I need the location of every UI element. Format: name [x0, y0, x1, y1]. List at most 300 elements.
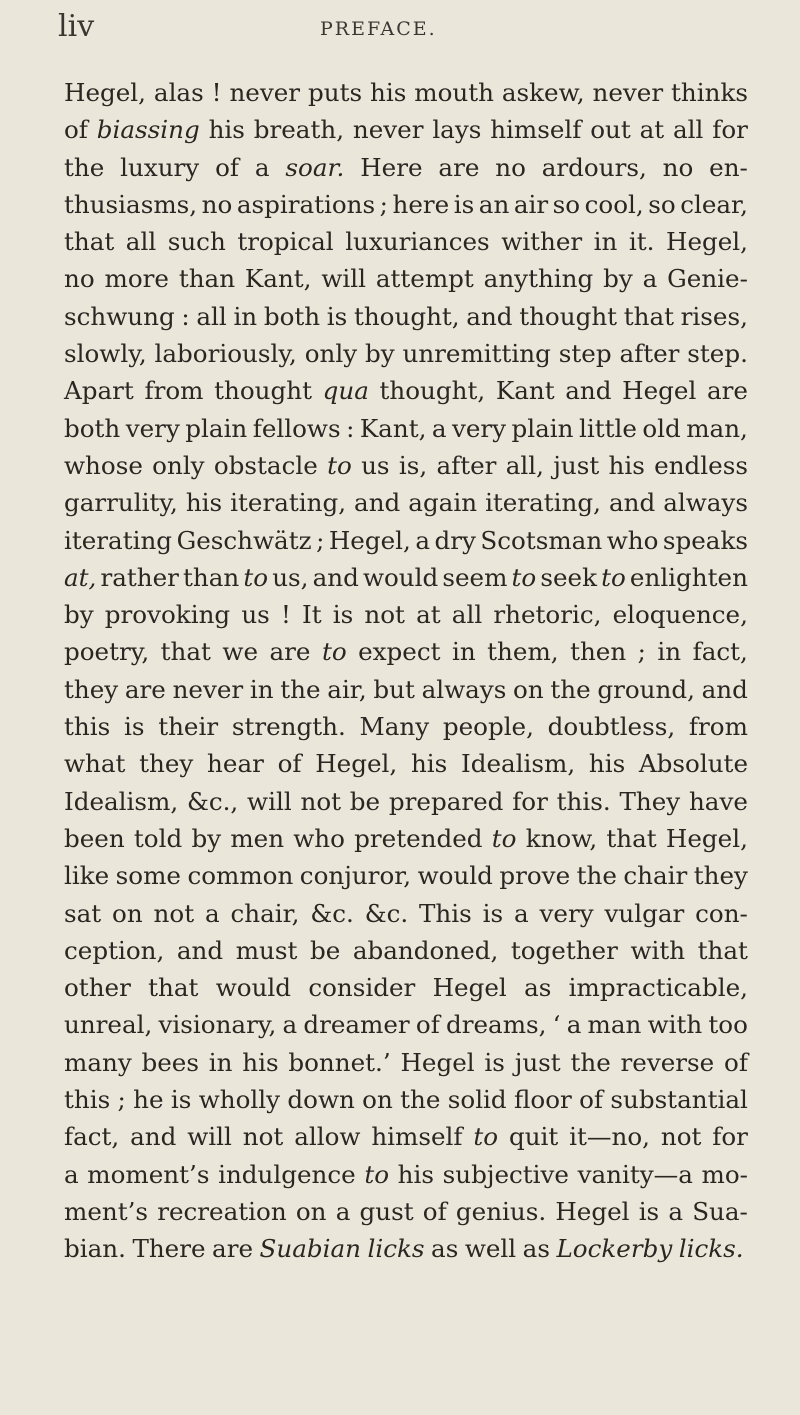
word: poetry,	[64, 637, 150, 667]
word: a	[415, 525, 431, 555]
word: well	[464, 1234, 517, 1264]
word: quit	[508, 1122, 559, 1152]
word: impracticable,	[568, 973, 748, 1003]
text-line	[64, 111, 748, 148]
word: aspirations	[236, 189, 376, 219]
word: seem	[442, 562, 508, 592]
text-line	[64, 820, 748, 857]
word: man	[587, 1010, 642, 1040]
word: man,	[686, 413, 748, 443]
text-line	[64, 298, 748, 335]
word: that	[64, 227, 115, 257]
word: unreal,	[64, 1010, 153, 1040]
word: conjuror,	[299, 861, 412, 891]
word: and	[354, 488, 401, 518]
word: must	[235, 935, 298, 965]
word: a	[254, 152, 270, 182]
word: soar.	[285, 152, 345, 182]
word: and	[608, 488, 656, 518]
word: in	[451, 637, 476, 667]
word: of	[415, 1010, 440, 1040]
word: they	[139, 749, 194, 779]
word: ;	[637, 637, 646, 667]
word: qua	[322, 376, 369, 406]
word: only	[152, 450, 205, 480]
text-line	[64, 783, 748, 820]
word: than	[183, 562, 240, 592]
word: Kant	[495, 376, 555, 406]
word: no	[201, 189, 233, 219]
word: thought,	[353, 301, 460, 331]
word: many	[64, 1047, 132, 1077]
word: indulgence	[218, 1159, 356, 1189]
word: then	[570, 637, 627, 667]
word: and	[130, 1122, 177, 1152]
word: to	[511, 562, 537, 592]
word: together	[510, 935, 618, 965]
word: a	[431, 413, 447, 443]
word: common	[187, 861, 294, 891]
word: not	[364, 600, 405, 630]
word: this	[64, 712, 111, 742]
word: down	[287, 1085, 355, 1115]
word: are	[707, 376, 748, 406]
word: is	[332, 600, 354, 630]
word: like	[64, 861, 110, 891]
word: all	[451, 600, 483, 630]
word: that	[160, 637, 211, 667]
word: slowly,	[64, 339, 147, 369]
word: who	[293, 823, 345, 853]
word: their	[158, 712, 219, 742]
word: licks	[367, 1234, 425, 1264]
word: so	[552, 189, 581, 219]
word: people,	[442, 712, 534, 742]
text-line	[64, 633, 748, 670]
word: attempt	[375, 264, 474, 294]
word: thinks	[671, 78, 748, 107]
word: are	[212, 1234, 254, 1264]
word: thought	[519, 301, 618, 331]
word: will	[187, 1122, 232, 1152]
word: ;	[316, 525, 325, 555]
word: his	[185, 488, 223, 518]
word: for	[512, 786, 548, 816]
word: an	[478, 189, 510, 219]
text-line	[64, 932, 748, 969]
word: biassing	[96, 115, 200, 145]
word: pretended	[354, 823, 483, 853]
word: Genie-	[667, 264, 748, 294]
word: in	[233, 301, 258, 331]
word: enlighten	[629, 562, 748, 592]
text-line	[64, 74, 748, 111]
word: that	[697, 935, 748, 965]
word: prepared	[388, 786, 504, 816]
text-line	[64, 596, 748, 633]
word: step.	[687, 339, 748, 369]
word: ‘	[552, 1010, 561, 1040]
word: luxuriances	[345, 227, 490, 257]
word: all	[196, 301, 227, 331]
word: &c.	[310, 898, 354, 928]
word: of	[422, 1196, 447, 1226]
text-line	[64, 1044, 748, 1081]
word: garrulity,	[64, 488, 178, 518]
word: as	[522, 1234, 550, 1264]
word: at,	[64, 562, 97, 592]
word: never	[592, 78, 664, 107]
word: chair	[623, 861, 688, 891]
word: laboriously,	[154, 339, 297, 369]
word: is	[170, 1085, 192, 1115]
word: Many	[359, 712, 430, 742]
word: on	[362, 1085, 393, 1115]
word: endless	[654, 450, 748, 480]
word: they	[693, 861, 748, 891]
word: bian.	[64, 1234, 126, 1264]
word: that	[148, 973, 199, 1003]
word: Kant,	[359, 413, 427, 443]
word: himself	[490, 115, 582, 145]
word: are	[124, 674, 166, 704]
word: of	[724, 1047, 748, 1077]
word: know,	[525, 823, 598, 853]
word: other	[64, 973, 131, 1003]
word: Hegel,	[666, 227, 748, 257]
word: Idealism,	[64, 786, 179, 816]
word: will	[247, 786, 292, 816]
word: old	[642, 413, 681, 443]
word: is,	[398, 450, 428, 480]
word: whose	[64, 450, 143, 480]
text-line	[64, 1118, 748, 1155]
word: of	[215, 152, 239, 182]
word: Here	[360, 152, 423, 182]
word: and	[565, 376, 612, 406]
word: be	[349, 786, 381, 816]
word: Hegel,	[328, 525, 411, 555]
word: This	[419, 898, 472, 928]
word: for	[712, 1122, 748, 1152]
text-line	[64, 410, 748, 447]
word: luxury	[120, 152, 200, 182]
word: prove	[499, 861, 571, 891]
word: ;	[379, 189, 388, 219]
text-line	[64, 559, 748, 596]
word: fellows	[252, 413, 341, 443]
word: rises,	[680, 301, 748, 331]
word: obstacle	[213, 450, 318, 480]
word: con-	[695, 898, 748, 928]
word: hear	[207, 749, 264, 779]
word: chair,	[230, 898, 300, 928]
word: plain	[511, 413, 574, 443]
word: a	[513, 898, 529, 928]
word: at	[639, 115, 665, 145]
word: the	[64, 152, 105, 182]
word: than	[178, 264, 236, 294]
text-line	[64, 484, 748, 521]
word: a	[204, 898, 220, 928]
word: cool,	[584, 189, 644, 219]
text-line	[64, 1156, 748, 1193]
word: anything	[483, 264, 594, 294]
word: alas	[153, 78, 204, 107]
text-line	[64, 1193, 748, 1230]
word: There	[132, 1234, 206, 1264]
word: again	[408, 488, 478, 518]
word: iterating,	[230, 488, 347, 518]
word: on	[112, 898, 143, 928]
word: by	[64, 600, 94, 630]
word: will	[321, 264, 367, 294]
text-line	[64, 969, 748, 1006]
word: of	[579, 1085, 604, 1115]
word: us	[241, 600, 270, 630]
word: Hegel,	[315, 749, 398, 779]
word: provoking	[104, 600, 231, 630]
word: from	[144, 376, 204, 406]
word: them,	[487, 637, 559, 667]
word: gust	[359, 1196, 414, 1226]
word: abandoned,	[352, 935, 499, 965]
word: Hegel	[622, 376, 697, 406]
word: and	[701, 674, 748, 704]
word: his	[242, 1047, 279, 1077]
text-line	[64, 1230, 748, 1267]
word: to	[601, 562, 626, 592]
word: strength.	[231, 712, 346, 742]
word: by	[603, 264, 633, 294]
word: and	[176, 935, 224, 965]
text-line	[64, 223, 748, 260]
word: thought,	[379, 376, 486, 406]
word: never	[172, 674, 244, 704]
word: allow	[294, 1122, 361, 1152]
word: subjective	[442, 1159, 569, 1189]
word: plain	[185, 413, 248, 443]
word: never	[229, 78, 301, 107]
word: here	[392, 189, 450, 219]
word: what	[64, 749, 126, 779]
word: little	[578, 413, 637, 443]
text-line	[64, 1006, 748, 1043]
word: men	[230, 823, 285, 853]
word: a	[282, 1010, 298, 1040]
word: Hegel,	[64, 78, 146, 107]
word: !	[280, 600, 291, 630]
word: in	[593, 227, 618, 257]
word: by	[191, 823, 222, 853]
word: to	[243, 562, 269, 592]
word: are	[438, 152, 480, 182]
text-line	[64, 745, 748, 782]
word: ception,	[64, 935, 165, 965]
word: as	[431, 1234, 459, 1264]
text-line	[64, 335, 748, 372]
word: would	[362, 562, 439, 592]
text-line	[64, 1081, 748, 1118]
word: out	[590, 115, 631, 145]
body-text	[64, 74, 748, 1268]
word: reverse	[620, 1047, 715, 1077]
word: his	[588, 749, 626, 779]
word: after	[436, 450, 497, 480]
word: ground,	[597, 674, 695, 704]
word: &c.,	[186, 786, 239, 816]
word: always	[663, 488, 748, 518]
word: the	[550, 674, 591, 704]
word: puts	[307, 78, 363, 107]
word: would	[215, 973, 292, 1003]
word: all	[672, 115, 704, 145]
word: sat	[64, 898, 102, 928]
word: mouth	[414, 78, 494, 107]
word: is	[453, 189, 475, 219]
word: Scotsman	[480, 525, 603, 555]
word: a	[566, 1010, 582, 1040]
word: the	[576, 861, 617, 891]
word: a	[64, 1159, 79, 1189]
word: &c.	[364, 898, 409, 928]
word: They	[619, 786, 681, 816]
word: at	[416, 600, 441, 630]
word: a	[668, 1196, 684, 1226]
word: just	[553, 450, 600, 480]
word: but	[373, 674, 415, 704]
word: is	[484, 1047, 505, 1077]
word: :	[181, 301, 190, 331]
word: iterating,	[485, 488, 601, 518]
word: vanity—a	[577, 1159, 693, 1189]
word: for	[712, 115, 748, 145]
word: and	[466, 301, 513, 331]
word: no	[662, 152, 694, 182]
text-line	[64, 857, 748, 894]
word: the	[570, 1047, 611, 1077]
word: this.	[556, 786, 611, 816]
word: been	[64, 823, 125, 853]
word: with	[647, 1010, 703, 1040]
word: told	[133, 823, 183, 853]
word: thought	[214, 376, 312, 406]
word: air,	[327, 674, 367, 704]
word: us,	[272, 562, 309, 592]
word: Kant,	[244, 264, 312, 294]
word: to	[321, 637, 347, 667]
word: he	[133, 1085, 164, 1115]
word: all,	[505, 450, 544, 480]
word: wither	[501, 227, 583, 257]
word: fact,	[692, 637, 748, 667]
word: very	[125, 413, 180, 443]
word: bonnet.’	[288, 1047, 391, 1077]
word: it.	[628, 227, 655, 257]
word: to	[473, 1122, 499, 1152]
word: Apart	[64, 376, 134, 406]
word: always	[421, 674, 507, 704]
word: of	[277, 749, 302, 779]
word: fact,	[64, 1122, 120, 1152]
word: rather	[100, 562, 179, 592]
text-line	[64, 895, 748, 932]
word: in	[208, 1047, 233, 1077]
word: ;	[117, 1085, 126, 1115]
word: all	[125, 227, 157, 257]
word: :	[346, 413, 355, 443]
word: himself	[371, 1122, 463, 1152]
word: both	[263, 301, 321, 331]
text-line	[64, 260, 748, 297]
word: is	[123, 712, 145, 742]
word: wholly	[198, 1085, 281, 1115]
word: expect	[358, 637, 441, 667]
word: by	[364, 339, 395, 369]
text-line	[64, 522, 748, 559]
word: who	[606, 525, 659, 555]
word: too	[708, 1010, 748, 1040]
word: would	[417, 861, 493, 891]
word: Sua-	[692, 1196, 748, 1226]
text-line	[64, 708, 748, 745]
word: his	[410, 749, 448, 779]
text-line	[64, 671, 748, 708]
word: thusiasms,	[64, 189, 198, 219]
word: genius.	[455, 1196, 547, 1226]
word: floor	[514, 1085, 572, 1115]
word: to	[491, 823, 517, 853]
word: no	[495, 152, 526, 182]
word: with	[630, 935, 686, 965]
word: licks.	[678, 1234, 744, 1264]
word: his	[208, 115, 245, 145]
word: never	[352, 115, 424, 145]
word: solid	[447, 1085, 507, 1115]
word: dreamer	[303, 1010, 410, 1040]
word: vulgar	[604, 898, 685, 928]
word: air	[513, 189, 549, 219]
word: not	[660, 1122, 702, 1152]
word: bees	[141, 1047, 199, 1077]
word: dry	[434, 525, 476, 555]
word: Hegel	[400, 1047, 475, 1077]
word: Suabian	[259, 1234, 361, 1264]
word: and	[312, 562, 359, 592]
word: no	[64, 264, 95, 294]
running-head	[58, 10, 748, 44]
word: a	[335, 1196, 351, 1226]
word: dreams,	[446, 1010, 547, 1040]
word: have	[688, 786, 748, 816]
word: are	[269, 637, 311, 667]
word: on	[513, 674, 544, 704]
word: the	[400, 1085, 441, 1115]
word: rhetoric,	[493, 600, 602, 630]
word: visionary,	[158, 1010, 277, 1040]
word: Hegel,	[665, 823, 748, 853]
word: that	[623, 301, 674, 331]
word: is	[326, 301, 348, 331]
word: Hegel	[432, 973, 507, 1003]
word: very	[539, 898, 594, 928]
word: some	[115, 861, 181, 891]
text-line	[64, 149, 748, 186]
text-line	[64, 186, 748, 223]
word: eloquence,	[612, 600, 748, 630]
word: mo-	[701, 1159, 748, 1189]
word: doubtless,	[547, 712, 676, 742]
